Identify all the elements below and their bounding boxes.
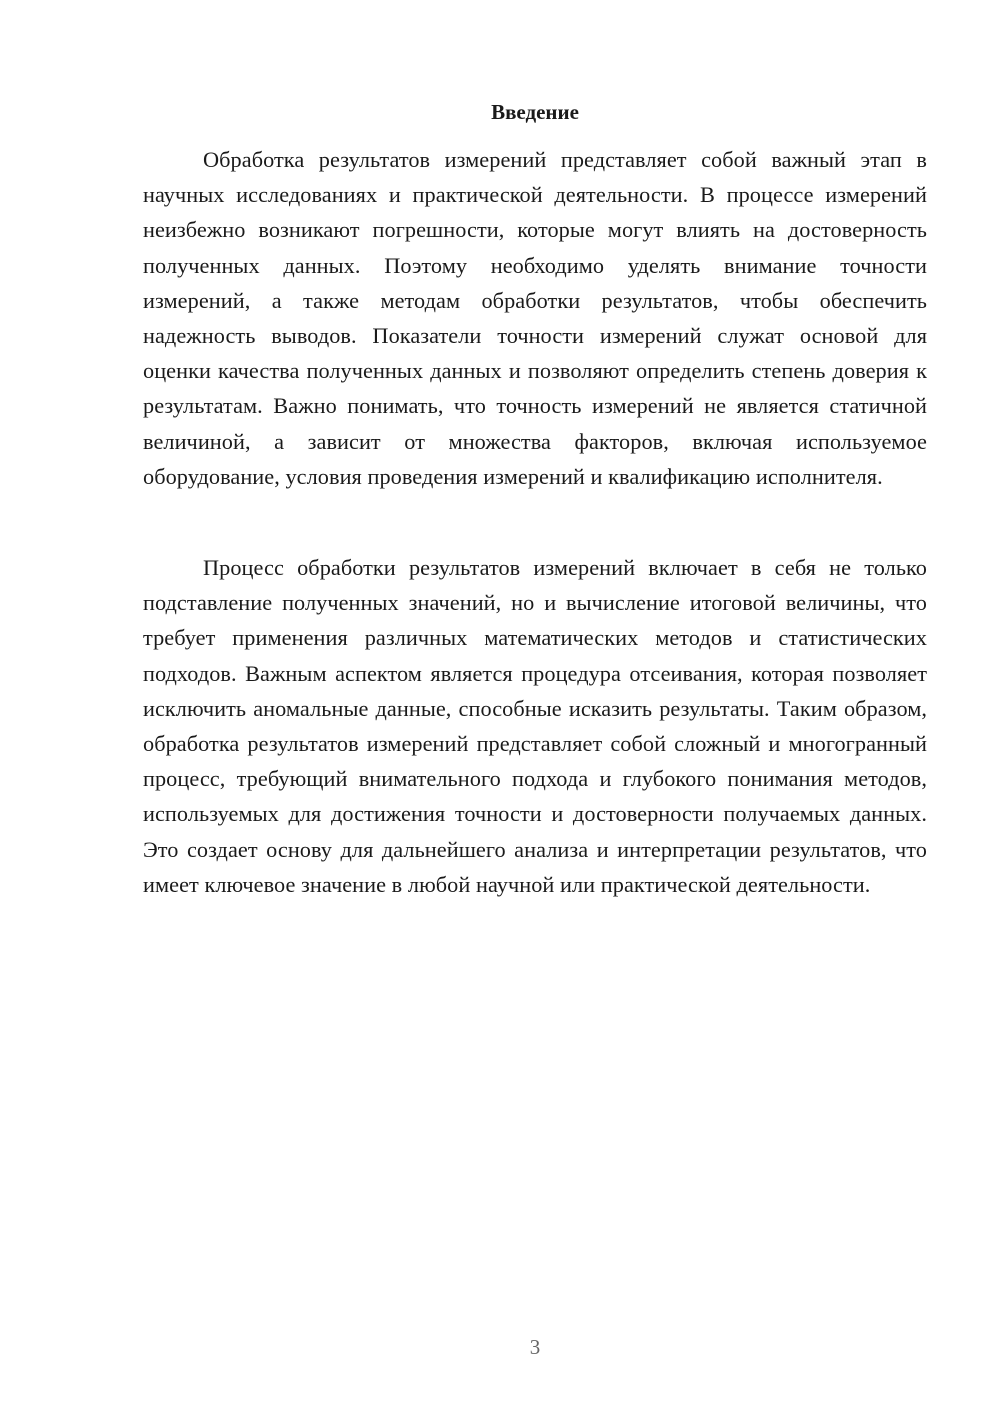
paragraph-2: Процесс обработки результатов измерений включает в себя не только подставление полученных значений, но и вычисление итоговой величины, что требует применения различных математических методов и статистических подходов. Важным аспектом является процедура отсеивания, которая позволяет исключить аномальные данные, способные исказить результаты. Таким образом, обработка результатов измерений представляет собой сложный и многогранный процесс, требующий внимательного подхода и глубокого понимания методов, используемых для достижения точности и достоверности получаемых данных. Это создает основу для дальнейшего анализа и интерпретации результатов, что имеет ключевое значение в любой научной или практической деятельности. [143,555,927,897]
page-number: 3 [529,1335,541,1359]
paragraph-1: Обработка результатов измерений представляет собой важный этап в научных исследованиях и практической деятельности. В процессе измерений неизбежно возникают погрешности, которые могут влиять на достоверность полученных данных. Поэтому необходимо уделять внимание точности измерений, а также методам обработки результатов, чтобы обеспечить надежность выводов. Показатели точности измерений служат основой для оценки качества полученных данных и позволяют определить степень доверия к результатам. Важно понимать, что точность измерений не является статичной величиной, а зависит от множества факторов, включая используемое оборудование, условия проведения измерений и квалификацию исполнителя. [143,147,927,489]
section-heading: Введение [491,100,579,124]
